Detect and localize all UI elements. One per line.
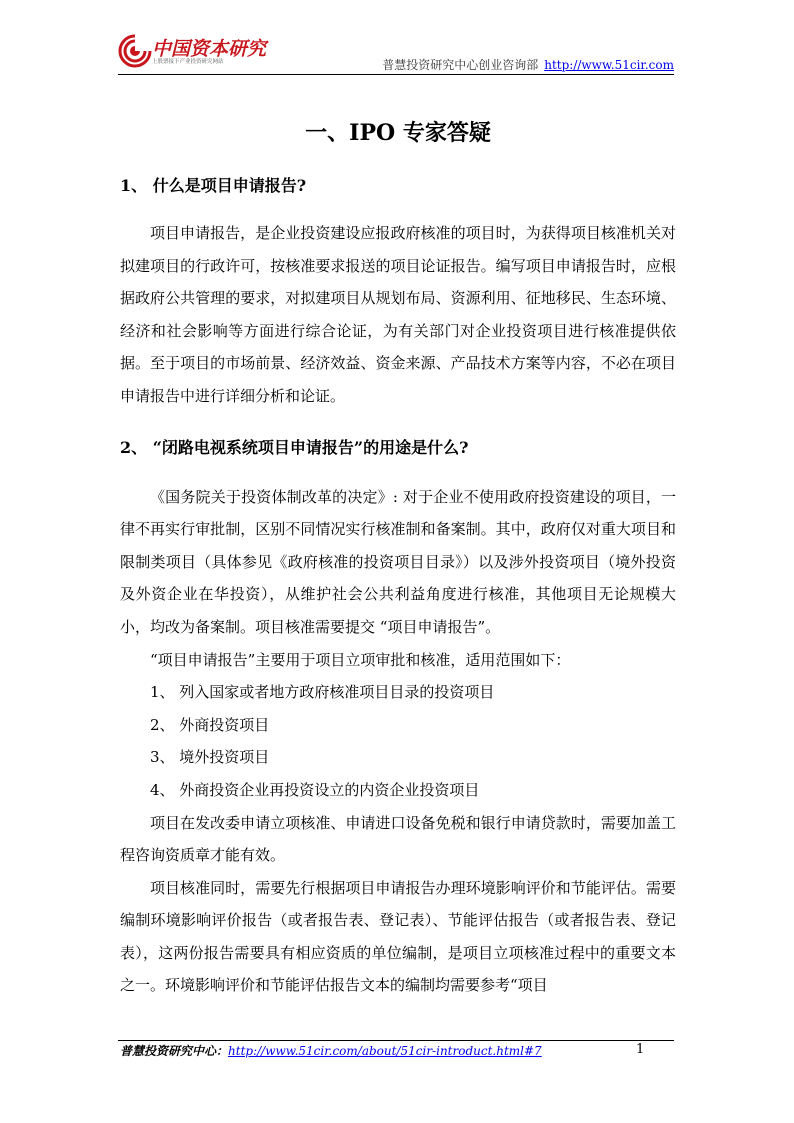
list-item: 2、 外商投资项目 bbox=[150, 715, 270, 734]
section-1-title: 1、 什么是项目申请报告? bbox=[120, 176, 307, 195]
logo-subtitle: 上股票接下产业投资研究网站 bbox=[152, 59, 224, 65]
section-2-lead: “项目申请报告”主要用于项目立项审批和核准，适用范围如下： bbox=[150, 650, 571, 669]
footer-divider bbox=[118, 1040, 674, 1041]
footer-label: 普慧投资研究中心： bbox=[120, 1044, 229, 1058]
logo-swirl-icon bbox=[118, 34, 152, 68]
list-item: 3、 境外投资项目 bbox=[150, 748, 270, 767]
footer-link[interactable]: http://www.51cir.com/about/51cir-introduct.html#7 bbox=[228, 1044, 542, 1058]
header-divider bbox=[118, 74, 674, 75]
chapter-title: 一、IPO 专家答疑 bbox=[305, 120, 491, 146]
list-item: 1、 列入国家或者地方政府核准项目目录的投资项目 bbox=[150, 683, 495, 702]
page-number: 1 bbox=[636, 1042, 645, 1057]
logo-title: 中国资本研究 bbox=[152, 38, 267, 60]
section-2-paragraph-b: 项目核准同时，需要先行根据项目申请报告办理环境影响评价和节能评估。需要编制环境影响评价报告（或者报告表、登记表）、节能评估报告（或者报告表、登记表），这两份报告需要具有相应资质的单位编制，是项目立项核准过程中的重要文本之一。环境影响评价和节能评估报告文本的编制均需要参考“项目 bbox=[120, 878, 676, 995]
header-org bbox=[382, 56, 674, 73]
header-org-name: 普慧投资研究中心创业咨询部 bbox=[382, 58, 539, 72]
section-2-title: 2、 “闭路电视系统项目申请报告”的用途是什么? bbox=[120, 437, 469, 457]
section-2-intro: 《国务院关于投资体制改革的决定》: 对于企业不使用政府投资建设的项目，一律不再实行审批制，区别不同情况实行核准制和备案制。其中，政府仅对重大项目和限制类项目（具体参见《政府核准的投资项目目录》）以及涉外投资项目（境外投资及外资企业在华投资），从维护社会公共利益角度进行核准，其他项目无论规模大小，均改为备案制。项目核准需要提交 “项目申请报告”。 bbox=[120, 487, 676, 636]
section-2-paragraph-a: 项目在发改委申请立项核准、申请进口设备免税和银行申请贷款时，需要加盖工程咨询资质章才能有效。 bbox=[120, 813, 676, 865]
section-1-paragraph: 项目申请报告，是企业投资建设应报政府核准的项目时，为获得项目核准机关对拟建项目的行政许可，按核准要求报送的项目论证报告。编写项目申请报告时，应根据政府公共管理的要求，对拟建项目从规划布局、资源利用、征地移民、生态环境、经济和社会影响等方面进行综合论证，为有关部门对企业投资项目进行核准提供依据。至于项目的市场前景、经济效益、资金来源、产品技术方案等内容，不必在项目申请报告中进行详细分析和论证。 bbox=[120, 224, 676, 405]
page-header bbox=[118, 30, 674, 74]
list-item: 4、 外商投资企业再投资设立的内资企业投资项目 bbox=[150, 780, 480, 799]
document-body bbox=[120, 115, 676, 1002]
logo bbox=[118, 30, 278, 70]
footer-source bbox=[120, 1042, 542, 1059]
header-url-link[interactable]: http://www.51cir.com bbox=[544, 58, 674, 72]
